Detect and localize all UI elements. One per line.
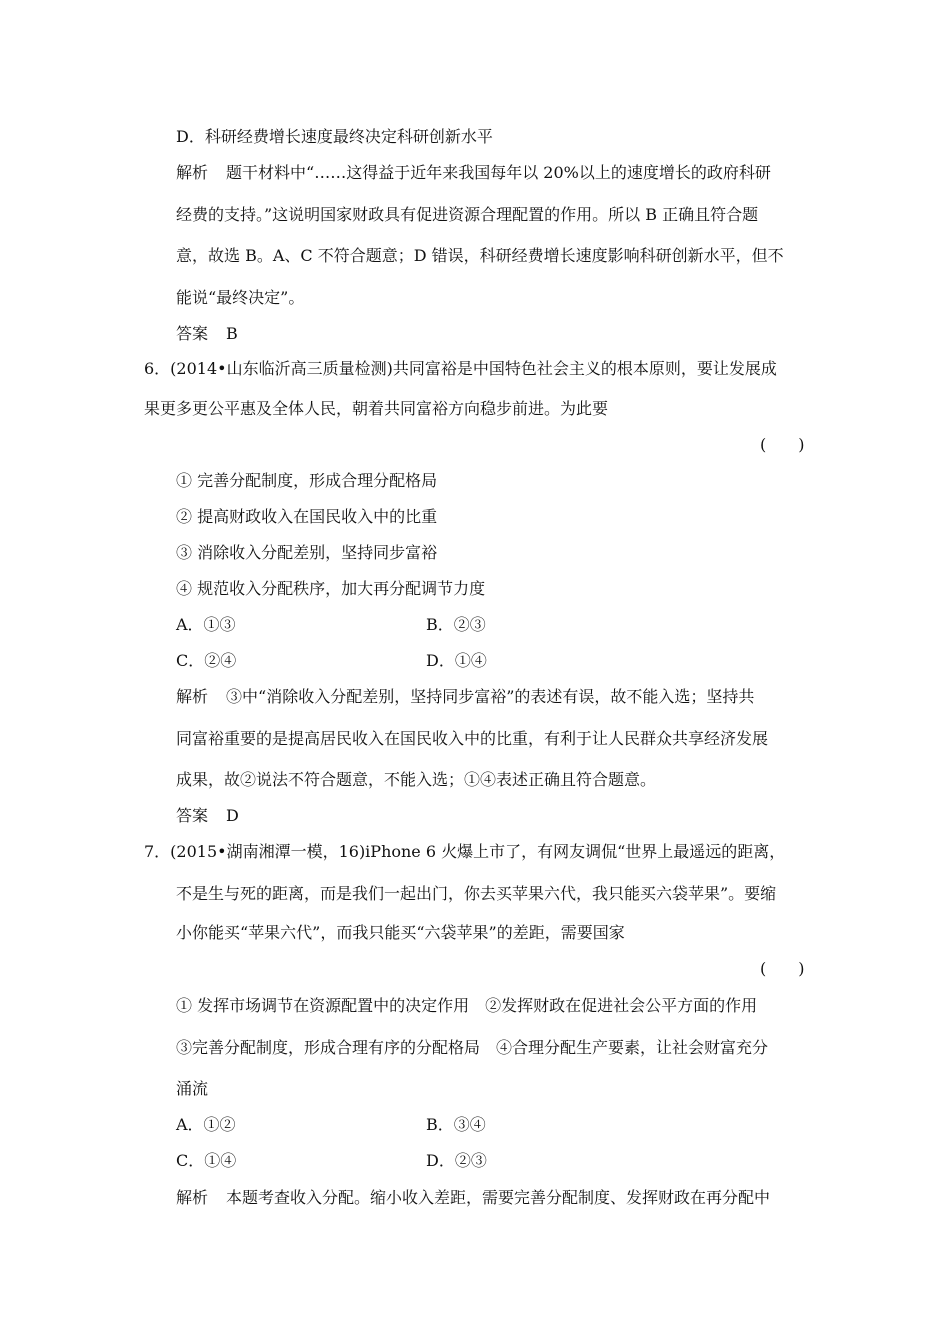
q5-analysis-line-4: 能说“最终决定”。 bbox=[176, 288, 305, 307]
q7-item-line-3: 涌流 bbox=[176, 1079, 209, 1098]
q7-answer-blank: ( ) bbox=[760, 959, 805, 978]
q6-stem-line-1: 6．(2014•山东临沂高三质量检测)共同富裕是中国特色社会主义的根本原则，要让发展成 bbox=[144, 359, 777, 378]
q6-item-1: ① 完善分配制度，形成合理分配格局 bbox=[176, 471, 438, 490]
q6-analysis-line-1: 解析 ③中“消除收入分配差别，坚持同步富裕”的表述有误，故不能入选；坚持共 bbox=[176, 687, 755, 706]
answer-value: B bbox=[226, 324, 238, 343]
q5-analysis-line-1: 解析 题干材料中“……这得益于近年来我国每年以 20%以上的速度增长的政府科研 bbox=[176, 163, 771, 182]
analysis-label: 解析 bbox=[176, 687, 209, 706]
q6-option-d: D．①④ bbox=[426, 651, 487, 670]
answer-label: 答案 bbox=[176, 806, 209, 825]
answer-label: 答案 bbox=[176, 324, 209, 343]
q7-option-d: D．②③ bbox=[426, 1151, 487, 1170]
q7-stem-line-1: 7．(2015•湖南湘潭一模，16)iPhone 6 火爆上市了，有网友调侃“世界上最遥远的距离， bbox=[144, 842, 786, 861]
q7-item-line-1: ① 发挥市场调节在资源配置中的决定作用 ②发挥财政在促进社会公平方面的作用 bbox=[176, 996, 758, 1015]
q5-analysis-line-3: 意，故选 B。A、C 不符合题意；D 错误，科研经费增长速度影响科研创新水平，但不 bbox=[176, 246, 784, 265]
answer-value: D bbox=[226, 806, 239, 825]
q6-answer-blank: ( ) bbox=[760, 435, 805, 454]
q7-item-line-2: ③完善分配制度，形成合理有序的分配格局 ④合理分配生产要素，让社会财富充分 bbox=[176, 1038, 769, 1057]
analysis-label: 解析 bbox=[176, 1188, 209, 1207]
q6-analysis-line-2: 同富裕重要的是提高居民收入在国民收入中的比重，有利于让人民群众共享经济发展 bbox=[176, 729, 769, 748]
q5-analysis-line-2: 经费的支持。”这说明国家财政具有促进资源合理配置的作用。所以 B 正确且符合题 bbox=[176, 205, 759, 224]
q7-stem-line-2: 不是生与死的距离，而是我们一起出门，你去买苹果六代，我只能买六袋苹果”。要缩 bbox=[176, 884, 777, 903]
q7-option-c: C．①④ bbox=[176, 1151, 237, 1170]
q7-option-a: A．①② bbox=[176, 1115, 236, 1134]
analysis-label: 解析 bbox=[176, 163, 209, 182]
q6-stem-line-2: 果更多更公平惠及全体人民，朝着共同富裕方向稳步前进。为此要 bbox=[144, 399, 609, 418]
q6-item-2: ② 提高财政收入在国民收入中的比重 bbox=[176, 507, 438, 526]
q6-option-b: B．②③ bbox=[426, 615, 486, 634]
q6-option-a: A．①③ bbox=[176, 615, 236, 634]
q5-option-d: D．科研经费增长速度最终决定科研创新水平 bbox=[176, 127, 493, 146]
q6-answer bbox=[176, 805, 239, 827]
q6-option-c: C．②④ bbox=[176, 651, 237, 670]
q7-option-b: B．③④ bbox=[426, 1115, 486, 1134]
q6-item-3: ③ 消除收入分配差别，坚持同步富裕 bbox=[176, 543, 438, 562]
q7-stem-line-3: 小你能买“苹果六代”，而我只能买“六袋苹果”的差距，需要国家 bbox=[176, 923, 625, 942]
q5-answer bbox=[176, 323, 238, 345]
q6-analysis-line-3: 成果，故②说法不符合题意，不能入选；①④表述正确且符合题意。 bbox=[176, 770, 657, 789]
q7-analysis-line-1: 解析 本题考查收入分配。缩小收入差距，需要完善分配制度、发挥财政在再分配中 bbox=[176, 1188, 771, 1207]
q6-item-4: ④ 规范收入分配秩序，加大再分配调节力度 bbox=[176, 579, 486, 598]
